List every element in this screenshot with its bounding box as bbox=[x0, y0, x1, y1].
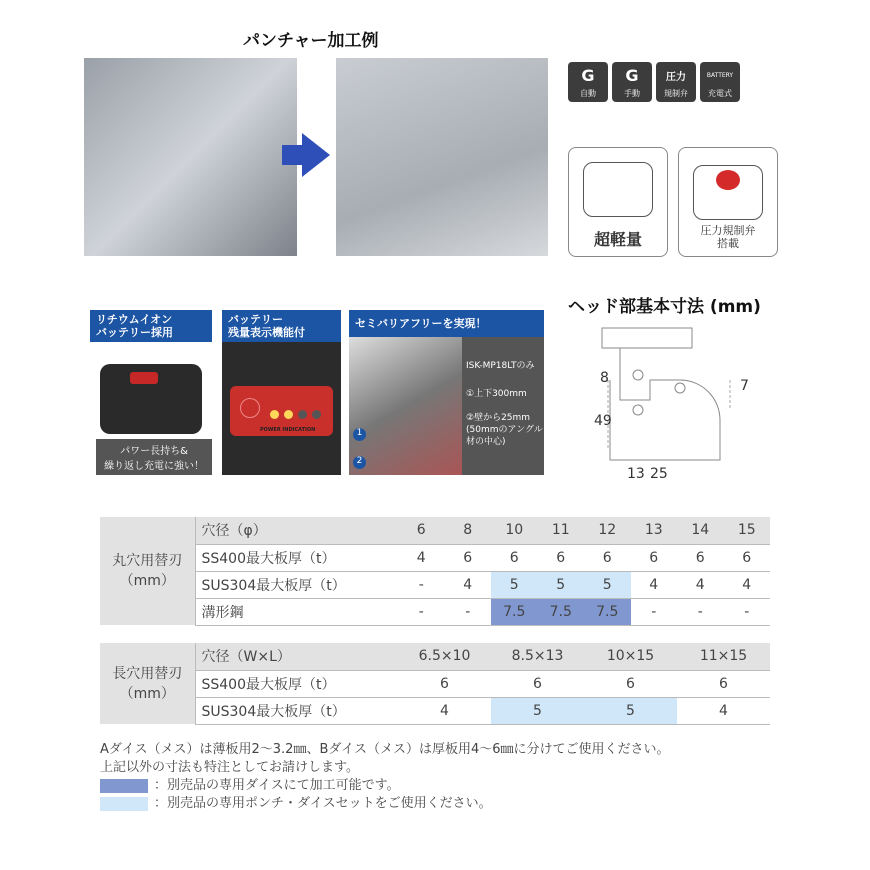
table-row bbox=[100, 571, 770, 598]
cell: - bbox=[631, 598, 678, 625]
cell: 6 bbox=[445, 544, 492, 571]
pressure-valve-tool-icon bbox=[693, 165, 763, 220]
cell: 8.5×13 bbox=[491, 643, 584, 670]
arrow-head-icon bbox=[302, 133, 330, 177]
cell: 7.5 bbox=[584, 598, 631, 625]
cell: 6 bbox=[491, 670, 584, 697]
row-name: SS400最大板厚（t） bbox=[195, 544, 398, 571]
cell: 8 bbox=[445, 517, 492, 544]
power-indicator bbox=[230, 386, 333, 436]
feature-lightweight bbox=[568, 147, 668, 257]
table-row bbox=[100, 643, 770, 670]
marker-1: 1 bbox=[353, 428, 366, 441]
cell: 5 bbox=[491, 697, 584, 724]
barrier-notes bbox=[466, 360, 544, 448]
row-name: SUS304最大板厚（t） bbox=[195, 697, 398, 724]
table-row bbox=[100, 544, 770, 571]
dim-7: 7 bbox=[740, 378, 749, 394]
legend-text: ：別売品の専用ダイスにて加工可能です。 bbox=[154, 778, 400, 793]
cell: 5 bbox=[584, 697, 677, 724]
dim-49: 49 bbox=[594, 413, 612, 429]
battery-image bbox=[100, 364, 202, 434]
feature-label: 圧力規制弁 搭載 bbox=[700, 224, 756, 250]
table-row bbox=[100, 598, 770, 625]
cell: 6 bbox=[398, 517, 445, 544]
row-name: 溝形鋼 bbox=[195, 598, 398, 625]
cell: 4 bbox=[677, 571, 724, 598]
cell: 6 bbox=[398, 670, 491, 697]
table-row bbox=[100, 697, 770, 724]
pressure-valve-badge-icon: 圧力 規制弁 bbox=[656, 62, 696, 102]
cell: 4 bbox=[631, 571, 678, 598]
punch-title: パンチャー加工例 bbox=[243, 31, 379, 51]
row-name: SUS304最大板厚（t） bbox=[195, 571, 398, 598]
cell: 15 bbox=[724, 517, 771, 544]
cell: - bbox=[724, 598, 771, 625]
cell: 7.5 bbox=[491, 598, 538, 625]
cell: 4 bbox=[398, 697, 491, 724]
marker-2: 2 bbox=[353, 456, 366, 469]
feature-label: 超軽量 bbox=[593, 230, 642, 249]
legend-text: ：別売品の専用ポンチ・ダイスセットをご使用ください。 bbox=[154, 796, 492, 811]
slot-hole-table bbox=[100, 643, 770, 725]
cell: 10 bbox=[491, 517, 538, 544]
dim-13: 13 bbox=[627, 466, 645, 482]
model-note: ISK-MP18LTのみ bbox=[466, 361, 535, 371]
head-dimension-diagram bbox=[590, 320, 770, 490]
cell: - bbox=[445, 598, 492, 625]
badge-row bbox=[568, 62, 740, 102]
cell: 6 bbox=[584, 670, 677, 697]
table-label: 長穴用替刃 （mm） bbox=[100, 643, 195, 724]
dim-8: 8 bbox=[600, 370, 609, 386]
notes bbox=[100, 741, 800, 813]
note-line: Aダイス（メス）は薄板用2〜3.2㎜、Bダイス（メス）は厚板用4〜6㎜に分けてご使用ください。 bbox=[100, 742, 670, 757]
cell: 14 bbox=[677, 517, 724, 544]
note-line: 上記以外の寸法も特注としてお請けします。 bbox=[100, 760, 359, 775]
dark-swatch bbox=[100, 779, 148, 793]
cell: 4 bbox=[724, 571, 771, 598]
cell: 4 bbox=[445, 571, 492, 598]
barrier-photo bbox=[349, 337, 462, 475]
arrow-icon bbox=[282, 145, 304, 165]
cell: 6.5×10 bbox=[398, 643, 491, 670]
cell: 6 bbox=[584, 544, 631, 571]
battery-panel bbox=[90, 310, 212, 475]
row-name: SS400最大板厚（t） bbox=[195, 670, 398, 697]
cell: 5 bbox=[538, 571, 585, 598]
cell: - bbox=[398, 598, 445, 625]
dim-25: 25 bbox=[650, 466, 668, 482]
feature-pressure-valve bbox=[678, 147, 778, 257]
battery-badge-icon: BATTERY 充電式 bbox=[700, 62, 740, 102]
cell: 6 bbox=[677, 670, 770, 697]
head-dim-title: ヘッド部基本寸法 (mm) bbox=[568, 297, 761, 317]
manual-badge-icon: G 手動 bbox=[612, 62, 652, 102]
lightweight-tool-icon bbox=[583, 162, 653, 217]
panel-header: バッテリー 残量表示機能付 bbox=[222, 310, 341, 342]
row-name: 穴径（W×L） bbox=[195, 643, 398, 670]
table-label: 丸穴用替刃 （mm） bbox=[100, 517, 195, 625]
cell: 6 bbox=[677, 544, 724, 571]
cell: 13 bbox=[631, 517, 678, 544]
cell: - bbox=[398, 571, 445, 598]
panel-header: セミバリアフリーを実現！ bbox=[349, 310, 544, 337]
punch-before-photo bbox=[84, 58, 297, 256]
panel-header: リチウムイオン バッテリー採用 bbox=[90, 310, 212, 342]
cell: 4 bbox=[398, 544, 445, 571]
indicator-panel bbox=[222, 310, 341, 475]
round-hole-table bbox=[100, 517, 770, 626]
cell: 11×15 bbox=[677, 643, 770, 670]
table-row bbox=[100, 517, 770, 544]
light-swatch bbox=[100, 797, 148, 811]
wall-note: ②壁から25mm (50mmのアングル材の中心) bbox=[466, 413, 543, 447]
cell: 6 bbox=[631, 544, 678, 571]
table-row bbox=[100, 670, 770, 697]
height-note: ①上下300mm bbox=[466, 389, 527, 399]
legend-dark bbox=[100, 777, 800, 795]
barrier-panel bbox=[349, 310, 544, 475]
cell: 12 bbox=[584, 517, 631, 544]
cell: 6 bbox=[538, 544, 585, 571]
cell: 7.5 bbox=[538, 598, 585, 625]
cell: 5 bbox=[491, 571, 538, 598]
row-name: 穴径（φ） bbox=[195, 517, 398, 544]
cell: - bbox=[677, 598, 724, 625]
legend-light bbox=[100, 795, 800, 813]
cell: 6 bbox=[491, 544, 538, 571]
panel-caption: パワー長持ち& 繰り返し充電に強い！ bbox=[96, 439, 212, 475]
cell: 10×15 bbox=[584, 643, 677, 670]
cell: 5 bbox=[584, 571, 631, 598]
indicator-text: POWER INDICATION bbox=[260, 427, 316, 433]
cell: 11 bbox=[538, 517, 585, 544]
cell: 4 bbox=[677, 697, 770, 724]
cell: 6 bbox=[724, 544, 771, 571]
auto-badge-icon: G 自動 bbox=[568, 62, 608, 102]
punch-after-photo bbox=[336, 58, 548, 256]
